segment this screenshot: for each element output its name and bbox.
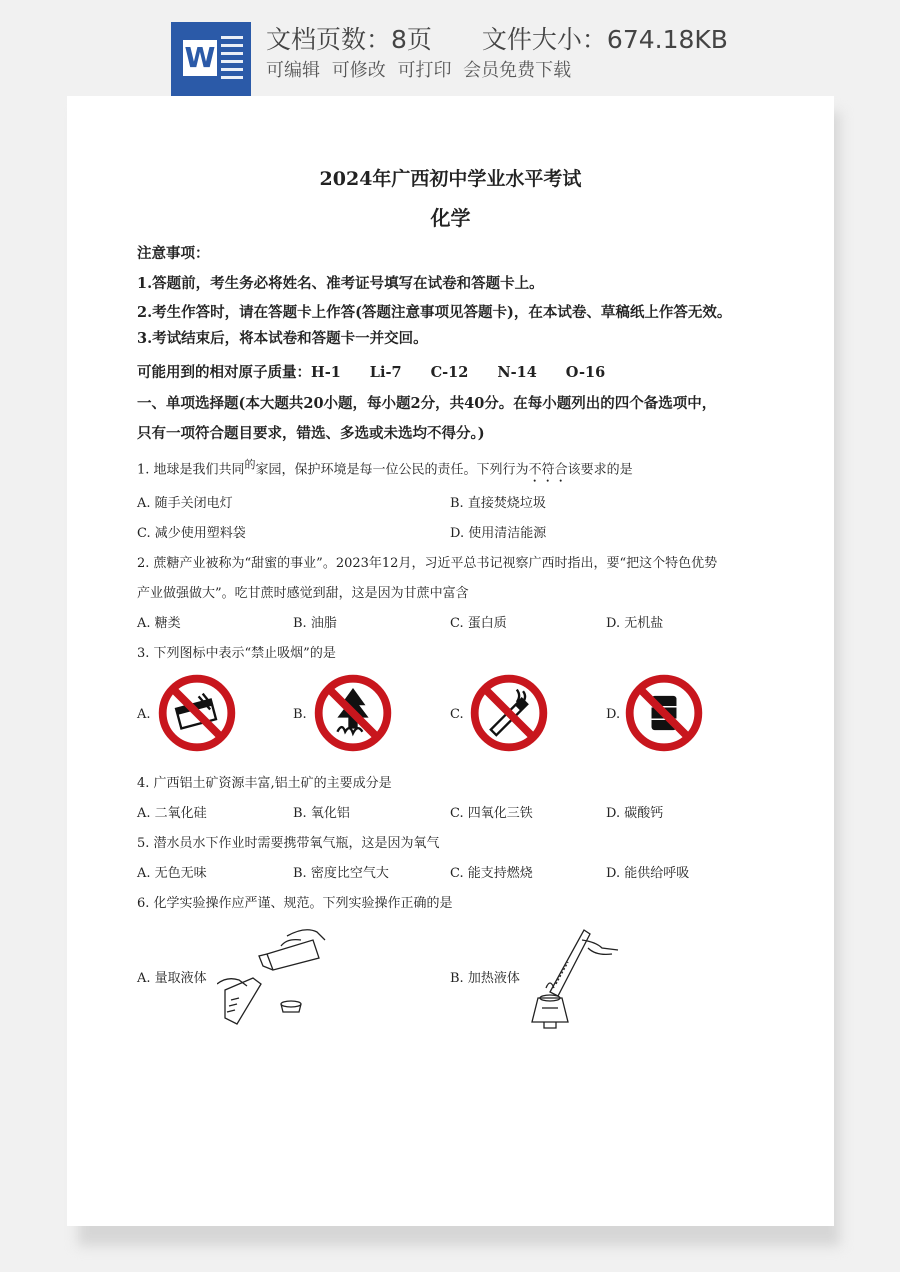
q3-option-a: A. [137, 707, 151, 722]
document-stats: 文档页数：8页 文件大小：674.18KB [266, 25, 728, 54]
q5-option-d: D. 能供给呼吸 [606, 866, 690, 881]
no-matches-sign-icon [158, 674, 236, 752]
q6-option-a: A. 量取液体 [137, 971, 207, 986]
no-flammable-material-sign-icon [625, 674, 703, 752]
q3-option-c: C. [450, 707, 464, 722]
no-forest-fire-sign-icon [314, 674, 392, 752]
notes-heading: 注意事项： [137, 245, 210, 262]
q3-option-b: B. [293, 707, 307, 722]
question-5-stem: 5. 潜水员水下作业时需要携带氧气瓶，这是因为氧气 [137, 836, 440, 851]
q2-option-b: B. 油脂 [293, 616, 337, 631]
q2-option-d: D. 无机盐 [606, 616, 664, 631]
no-smoking-sign-icon [470, 674, 548, 752]
q1-option-a: A. 随手关闭电灯 [137, 496, 233, 511]
question-2-stem-line-1: 2. 蔗糖产业被称为“甜蜜的事业”。2023年12月，习近平总书记视察广西时指出，要“把这个特色优势 [137, 556, 718, 571]
exam-subject: 化学 [430, 206, 471, 230]
q1-option-d: D. 使用清洁能源 [450, 526, 547, 541]
question-1-stem: 1. 地球是我们共同$^的$家园，保护环境是每一位公民的责任。下列行为不符合该要求的是 [137, 458, 633, 478]
document-page [67, 96, 834, 1226]
document-info-header [0, 0, 900, 96]
q1-option-b: B. 直接焚烧垃圾 [450, 496, 546, 511]
q5-option-b: B. 密度比空气大 [293, 866, 389, 881]
question-6-stem: 6. 化学实验操作应严谨、规范。下列实验操作正确的是 [137, 896, 453, 911]
measuring-liquid-illustration [217, 926, 327, 1026]
exam-title: 2024年广西初中学业水平考试 [319, 168, 582, 190]
question-3-stem: 3. 下列图标中表示“禁止吸烟”的是 [137, 646, 336, 661]
q6-option-b: B. 加热液体 [450, 971, 520, 986]
question-4-stem: 4. 广西铝土矿资源丰富,铝土矿的主要成分是 [137, 776, 392, 791]
q4-option-a: A. 二氧化硅 [137, 806, 207, 821]
atomic-mass-line: 可能用到的相对原子质量：H-1 Li-7 C-12 N-14 O-16 [137, 364, 606, 381]
question-2-stem-line-2: 产业做强做大”。吃甘蔗时感觉到甜，这是因为甘蔗中富含 [137, 586, 469, 601]
q4-option-c: C. 四氧化三铁 [450, 806, 533, 821]
q3-option-d: D. [606, 707, 621, 722]
q1-option-c: C. 减少使用塑料袋 [137, 526, 246, 541]
heating-liquid-illustration [522, 926, 622, 1030]
section-1-note: 只有一项符合题目要求，错选、多选或未选均不得分。) [137, 425, 485, 442]
q2-option-c: C. 蛋白质 [450, 616, 507, 631]
note-1: 1.答题前，考生务必将姓名、准考证号填写在试卷和答题卡上。 [137, 275, 544, 292]
word-document-icon: W [171, 22, 251, 96]
q5-option-c: C. 能支持燃烧 [450, 866, 533, 881]
document-features: 可编辑 可修改 可打印 会员免费下载 [266, 60, 572, 81]
section-1-heading: 一、单项选择题(本大题共20小题，每小题2分，共40分。在每小题列出的四个备选项中， [137, 395, 717, 412]
q5-option-a: A. 无色无味 [137, 866, 207, 881]
q4-option-b: B. 氧化铝 [293, 806, 350, 821]
q2-option-a: A. 糖类 [137, 616, 181, 631]
q4-option-d: D. 碳酸钙 [606, 806, 664, 821]
note-3: 3.考试结束后，将本试卷和答题卡一并交回。 [137, 330, 428, 347]
note-2: 2.考生作答时，请在答题卡上作答(答题注意事项见答题卡)，在本试卷、草稿纸上作答无效。 [137, 304, 732, 321]
